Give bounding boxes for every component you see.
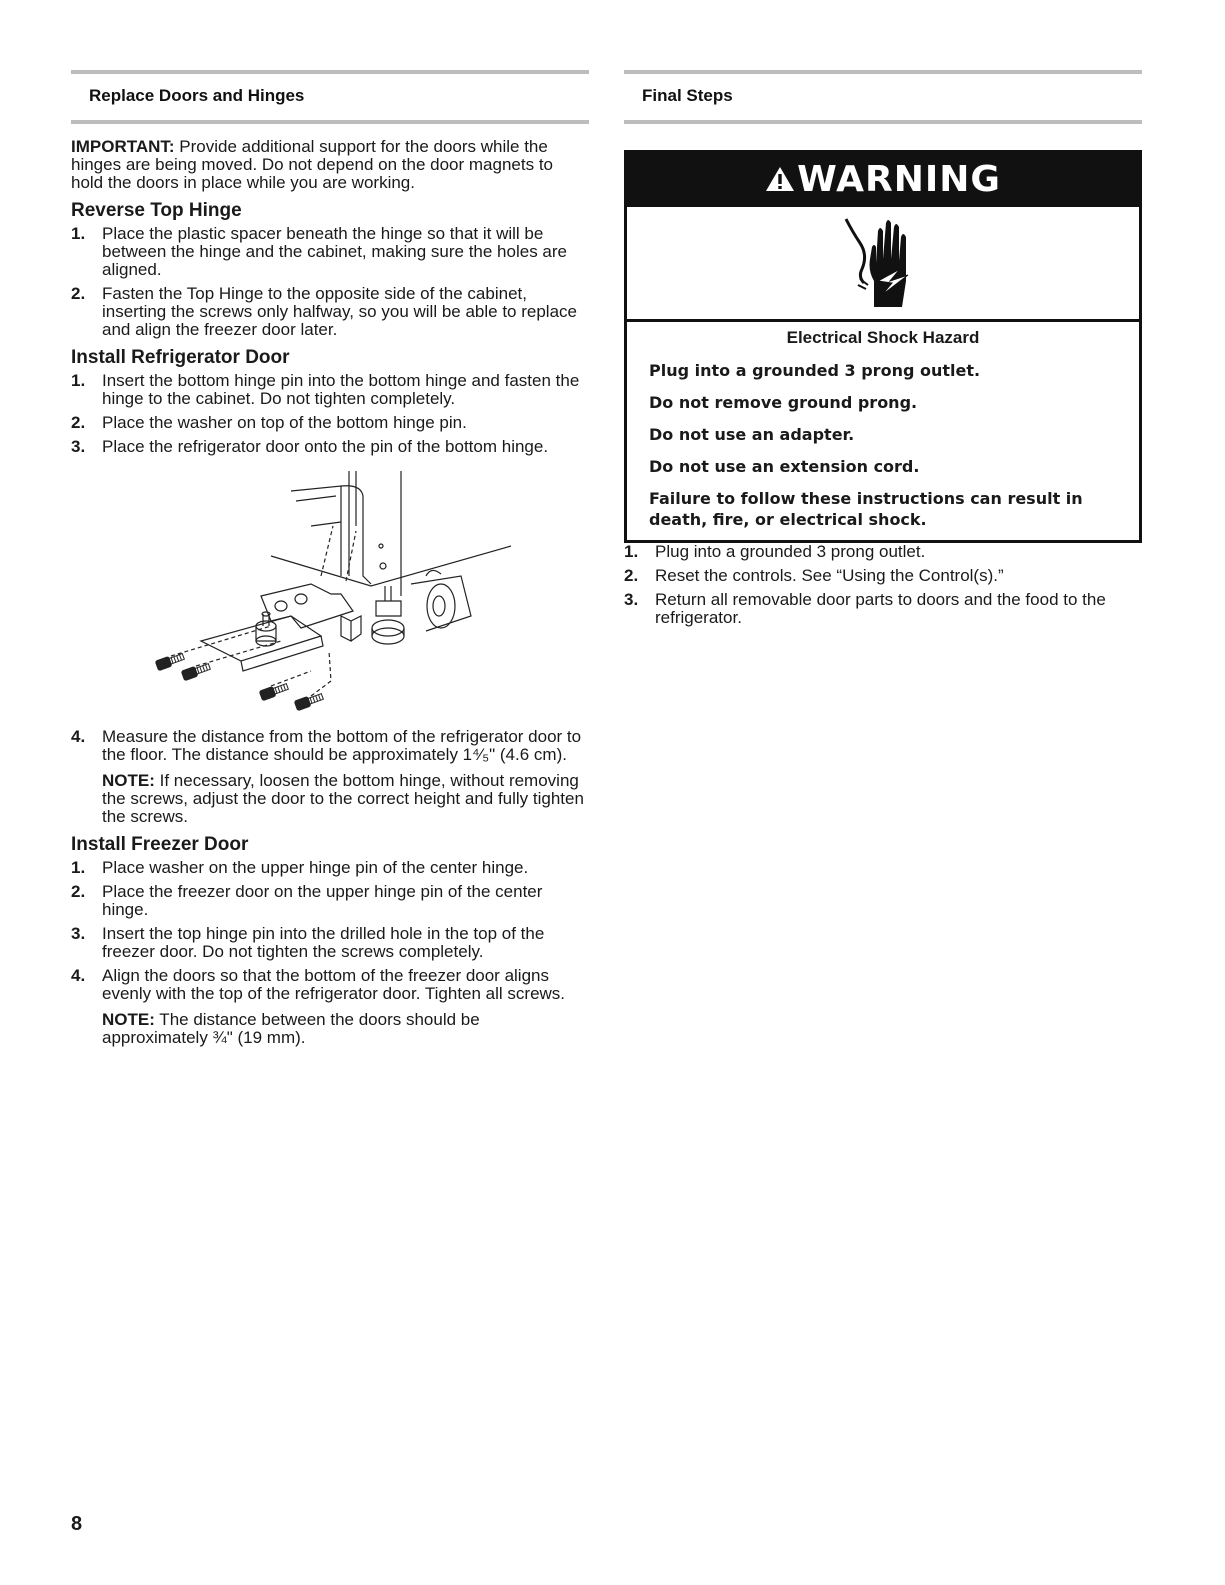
warning-icon-row [627,207,1139,322]
warning-box [624,150,1142,543]
step-number: 2. [71,284,86,303]
step-text: Place the refrigerator door onto the pin of the bottom hinge. [102,437,549,456]
step-number: 3. [71,924,86,943]
hazard-title: Electrical Shock Hazard [786,328,980,347]
warning-line: Do not remove ground prong. [649,393,918,412]
step-text: Fasten the Top Hinge to the opposite side of the cabinet, inserting the screws only halfway, so you will be able to replace and align the freezer door later. [102,284,577,339]
page-number: 8 [71,1513,83,1535]
warning-triangle-icon [765,155,795,209]
hinge-illustration [71,466,589,714]
list-item [624,567,1142,585]
step-text: Align the doors so that the bottom of the freezer door aligns evenly with the top of the refrigerator door. Tighten all screws. [102,966,566,1003]
warning-line: Do not use an adapter. [649,425,855,444]
step-number: 3. [624,590,639,609]
list-item [71,438,589,456]
subheading-reverse-top-hinge: Reverse Top Hinge [71,200,242,221]
list-item [71,925,589,961]
right-column [624,70,1142,633]
step-number: 3. [71,437,86,456]
list-item [71,285,589,339]
step-text: Reset the controls. See “Using the Control(s).” [655,566,1004,585]
warning-line: Failure to follow these instructions can result in death, fire, or electrical shock. [649,489,1083,529]
step-text: Place the plastic spacer beneath the hinge so that it will be between the hinge and the cabinet, making sure the holes are aligned. [102,224,567,279]
list-item [71,967,589,1047]
note-label: NOTE: [102,1010,155,1029]
install-refrigerator-door-steps-cont [71,728,589,826]
warning-line: Do not use an extension cord. [649,457,920,476]
warning-header [627,153,1139,207]
note [102,772,589,826]
list-item [71,728,589,826]
important-label: IMPORTANT: [71,137,175,156]
step-text: Place the washer on top of the bottom hinge pin. [102,413,467,432]
list-item [624,591,1142,627]
note-text: The distance between the doors should be approximately ¾" (19 mm). [102,1010,480,1047]
step-number: 2. [624,566,639,585]
note-text: If necessary, loosen the bottom hinge, without removing the screws, adjust the door to the correct height and fully tighten the screws. [102,771,584,826]
step-number: 2. [71,882,86,901]
step-text: Place the freezer door on the upper hinge pin of the center hinge. [102,882,543,919]
subheading-install-refrigerator-door: Install Refrigerator Door [71,347,290,368]
warning-text [627,322,1139,540]
electrical-shock-hand-icon [838,211,928,315]
list-item [71,883,589,919]
section-header-bar [71,70,589,124]
list-item [71,372,589,408]
step-text: Insert the bottom hinge pin into the bottom hinge and fasten the hinge to the cabinet. Do not tighten completely. [102,371,580,408]
step-number: 1. [71,224,86,243]
note-label: NOTE: [102,771,155,790]
list-item [71,225,589,279]
step-text: Insert the top hinge pin into the drilled hole in the top of the freezer door. Do not tighten the screws completely. [102,924,545,961]
step-text: Plug into a grounded 3 prong outlet. [655,542,926,561]
step-text: Place washer on the upper hinge pin of the center hinge. [102,858,529,877]
install-freezer-door-steps [71,859,589,1047]
section-header-bar [624,70,1142,124]
left-column [71,70,589,1053]
warning-line: Plug into a grounded 3 prong outlet. [649,361,981,380]
note [102,1011,589,1047]
important-paragraph [71,138,589,192]
section-title: Final Steps [642,86,733,105]
warning-title: WARNING [797,159,1001,200]
reverse-top-hinge-steps [71,225,589,339]
list-item [71,859,589,877]
step-number: 2. [71,413,86,432]
step-number: 1. [71,858,86,877]
step-number: 4. [71,966,86,985]
install-refrigerator-door-steps [71,372,589,456]
bottom-hinge-diagram [71,466,589,714]
important-text: Provide additional support for the doors while the hinges are being moved. Do not depend on the door magnets to hold the doors in place while you are working. [71,137,554,192]
step-number: 1. [71,371,86,390]
step-text: Return all removable door parts to doors and the food to the refrigerator. [655,590,1106,627]
step-text: Measure the distance from the bottom of the refrigerator door to the floor. The distance should be approximately 1⁴⁄₅" (4.6 cm). [102,727,582,764]
step-number: 4. [71,727,86,746]
final-steps-list [624,543,1142,627]
list-item [624,543,1142,561]
section-title: Replace Doors and Hinges [89,86,305,105]
subheading-install-freezer-door: Install Freezer Door [71,834,249,855]
step-number: 1. [624,542,639,561]
list-item [71,414,589,432]
